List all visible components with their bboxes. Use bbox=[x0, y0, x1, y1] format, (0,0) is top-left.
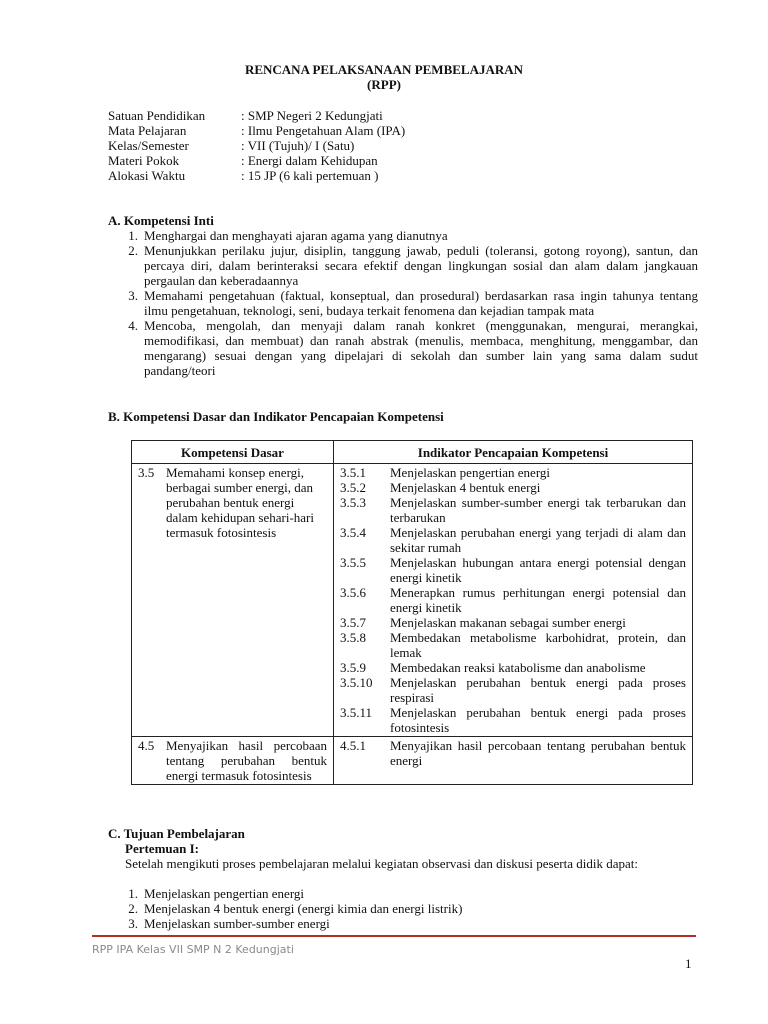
kd-code: 4.5 bbox=[138, 738, 155, 753]
list-item bbox=[108, 318, 698, 378]
identity-label: Satuan Pendidikan bbox=[108, 108, 206, 123]
identity-label: Materi Pokok bbox=[108, 153, 180, 168]
indicator-text: Menjelaskan hubungan antara energi potensial dengan energi kinetik bbox=[390, 555, 686, 585]
identity-value: : Ilmu Pengetahuan Alam (IPA) bbox=[241, 123, 406, 138]
kd-code: 3.5 bbox=[138, 465, 155, 480]
indicator-item bbox=[340, 465, 686, 480]
identity-label: Mata Pelajaran bbox=[108, 123, 187, 138]
indicator-code: 3.5.8 bbox=[340, 630, 366, 645]
identity-row bbox=[108, 108, 405, 123]
indicator-text: Menjelaskan pengertian energi bbox=[390, 465, 551, 480]
list-text: Menunjukkan perilaku jujur, disiplin, tanggung jawab, peduli (toleransi, gotong royong), santun, dan percaya diri, dalam berinteraksi secara efektif dengan lingkungan sosial dan alam dalam jangkauan pergaulan dan keberadaannya bbox=[144, 243, 698, 288]
identity-row bbox=[108, 168, 405, 183]
indicator-code: 3.5.3 bbox=[340, 495, 366, 510]
table-row bbox=[132, 464, 693, 737]
list-item bbox=[108, 916, 698, 931]
kd-text: Menyajikan hasil percobaan tentang perubahan bentuk energi termasuk fotosintesis bbox=[166, 738, 327, 783]
indicator-item bbox=[340, 660, 686, 675]
indicator-code: 3.5.4 bbox=[340, 525, 366, 540]
list-text: Menjelaskan 4 bentuk energi (energi kimia dan energi listrik) bbox=[144, 901, 463, 916]
indicator-text: Menjelaskan perubahan bentuk energi pada proses respirasi bbox=[390, 675, 686, 705]
indicator-item bbox=[340, 480, 686, 495]
kompetensi-inti-list bbox=[108, 228, 698, 378]
indicator-text: Membedakan reaksi katabolisme dan anabolisme bbox=[390, 660, 646, 675]
kd-text: Memahami konsep energi, berbagai sumber energi, dan perubahan bentuk energi dalam kehidupan sehari-hari termasuk fotosintesis bbox=[166, 465, 314, 540]
list-item bbox=[108, 901, 698, 916]
identity-value: : VII (Tujuh)/ I (Satu) bbox=[241, 138, 355, 153]
indicator-code: 3.5.9 bbox=[340, 660, 366, 675]
kd-cell bbox=[132, 464, 334, 737]
list-text: Menjelaskan pengertian energi bbox=[144, 886, 305, 901]
section-c-heading: C. Tujuan Pembelajaran bbox=[108, 826, 245, 841]
objective-intro: Setelah mengikuti proses pembelajaran melalui kegiatan observasi dan diskusi peserta didik dapat: bbox=[125, 856, 638, 871]
identity-row bbox=[108, 138, 405, 153]
identity-label: Alokasi Waktu bbox=[108, 168, 186, 183]
section-b-heading: B. Kompetensi Dasar dan Indikator Pencapaian Kompetensi bbox=[108, 409, 444, 424]
indicator-item bbox=[340, 738, 686, 768]
indicator-item bbox=[340, 555, 686, 585]
indicator-cell bbox=[334, 464, 693, 737]
identity-value: : SMP Negeri 2 Kedungjati bbox=[241, 108, 383, 123]
identity-value: : Energi dalam Kehidupan bbox=[241, 153, 378, 168]
list-item bbox=[108, 243, 698, 288]
indicator-code: 3.5.6 bbox=[340, 585, 366, 600]
page-number: 1 bbox=[685, 956, 692, 971]
list-number: 3. bbox=[128, 288, 138, 303]
kompetensi-table bbox=[131, 440, 693, 785]
indicator-item bbox=[340, 675, 686, 705]
indicator-code: 3.5.1 bbox=[340, 465, 366, 480]
indicator-item bbox=[340, 525, 686, 555]
list-text: Menjelaskan sumber-sumber energi bbox=[144, 916, 330, 931]
indicator-text: Menjelaskan makanan sebagai sumber energi bbox=[390, 615, 626, 630]
list-item bbox=[108, 288, 698, 318]
header-kompetensi-dasar: Kompetensi Dasar bbox=[132, 441, 334, 464]
list-number: 4. bbox=[128, 318, 138, 333]
indicator-item bbox=[340, 615, 686, 630]
footer-text: RPP IPA Kelas VII SMP N 2 Kedungjati bbox=[92, 943, 294, 956]
identity-label: Kelas/Semester bbox=[108, 138, 189, 153]
indicator-code: 4.5.1 bbox=[340, 738, 366, 753]
list-number: 1. bbox=[128, 886, 138, 901]
list-item bbox=[108, 228, 698, 243]
indicator-item bbox=[340, 585, 686, 615]
list-text: Mencoba, mengolah, dan menyaji dalam ranah konkret (menggunakan, mengurai, merangkai, memodifikasi, dan membuat) dan ranah abstrak (menulis, membaca, menghitung, menggambar, dan mengarang) sesuai dengan yang dipelajari di sekolah dan sumber lain yang sama dalam sudut pandang/teori bbox=[144, 318, 698, 378]
indicator-code: 3.5.10 bbox=[340, 675, 373, 690]
indicator-text: Menjelaskan perubahan energi yang terjadi di alam dan sekitar rumah bbox=[390, 525, 686, 555]
document-subtitle: (RPP) bbox=[367, 77, 401, 92]
identity-value: : 15 JP (6 kali pertemuan ) bbox=[241, 168, 379, 183]
list-item bbox=[108, 886, 698, 901]
objective-list bbox=[108, 886, 698, 931]
meeting-heading: Pertemuan I: bbox=[125, 841, 200, 856]
list-text: Menghargai dan menghayati ajaran agama yang dianutnya bbox=[144, 228, 448, 243]
list-number: 2. bbox=[128, 243, 138, 258]
list-number: 2. bbox=[128, 901, 138, 916]
indicator-code: 3.5.5 bbox=[340, 555, 366, 570]
footer-divider bbox=[92, 935, 696, 937]
indicator-item bbox=[340, 705, 686, 735]
indicator-item bbox=[340, 630, 686, 660]
identity-row bbox=[108, 153, 405, 168]
kd-cell bbox=[132, 737, 334, 785]
indicator-text: Menyajikan hasil percobaan tentang perubahan bentuk energi bbox=[390, 738, 686, 768]
document-title: RENCANA PELAKSANAAN PEMBELAJARAN bbox=[244, 62, 524, 77]
indicator-text: Menjelaskan 4 bentuk energi bbox=[390, 480, 541, 495]
list-text: Memahami pengetahuan (faktual, konseptual, dan prosedural) berdasarkan rasa ingin tahunya tentang ilmu pengetahuan, teknologi, seni, budaya terkait fenomena dan kejadian tampak mata bbox=[144, 288, 698, 318]
indicator-text: Menerapkan rumus perhitungan energi potensial dan energi kinetik bbox=[390, 585, 686, 615]
indicator-text: Menjelaskan perubahan bentuk energi pada proses fotosintesis bbox=[390, 705, 686, 735]
list-number: 1. bbox=[128, 228, 138, 243]
table-header-row bbox=[132, 441, 693, 464]
indicator-cell bbox=[334, 737, 693, 785]
indicator-item bbox=[340, 495, 686, 525]
indicator-code: 3.5.11 bbox=[340, 705, 373, 720]
indicator-code: 3.5.2 bbox=[340, 480, 366, 495]
identity-block bbox=[108, 108, 405, 183]
indicator-text: Menjelaskan sumber-sumber energi tak terbarukan dan terbarukan bbox=[390, 495, 686, 525]
indicator-code: 3.5.7 bbox=[340, 615, 366, 630]
list-number: 3. bbox=[128, 916, 138, 931]
table-row bbox=[132, 737, 693, 785]
indicator-text: Membedakan metabolisme karbohidrat, protein, dan lemak bbox=[390, 630, 686, 660]
section-a-heading: A. Kompetensi Inti bbox=[108, 213, 214, 228]
identity-row bbox=[108, 123, 405, 138]
header-indikator: Indikator Pencapaian Kompetensi bbox=[334, 441, 693, 464]
